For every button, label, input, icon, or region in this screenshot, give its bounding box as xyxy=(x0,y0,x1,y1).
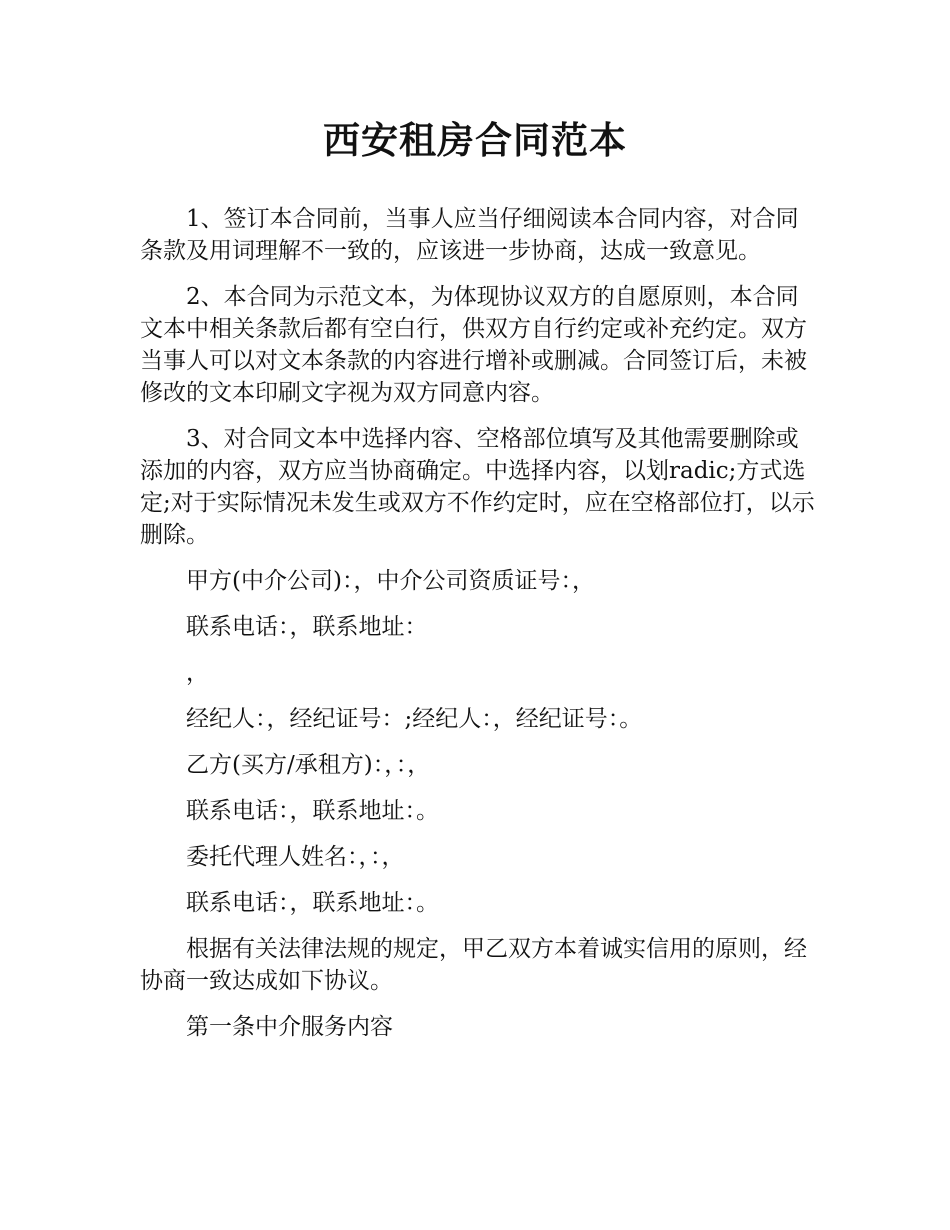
party-a-line: 甲方(中介公司)：，中介公司资质证号：， xyxy=(186,568,595,594)
article-1-heading: 第一条中介服务内容 xyxy=(186,1014,393,1040)
broker-line: 经纪人：，经纪证号：;经纪人：，经纪证号：。 xyxy=(186,706,643,732)
paragraph-notice-1: 1、签订本合同前，当事人应当仔细阅读本合同内容，对合同条款及用词理解不一致的，应该进一步协商，达成一致意见。 xyxy=(140,206,799,264)
agreement-preamble: 根据有关法律法规的规定，甲乙双方本着诚实信用的原则，经协商一致达成如下协议。 xyxy=(140,936,807,994)
document-body xyxy=(140,203,816,1057)
agent-name-line: 委托代理人姓名：，：， xyxy=(186,844,405,870)
party-a-contact-line: 联系电话：，联系地址： xyxy=(186,614,428,640)
party-b-contact-line: 联系电话：，联系地址：。 xyxy=(186,798,439,824)
party-a-blank-line: ， xyxy=(186,660,209,686)
document-title: 西安租房合同范本 xyxy=(323,119,627,162)
party-b-line: 乙方(买方/承租方)：，：， xyxy=(186,752,431,778)
agent-contact-line: 联系电话：，联系地址：。 xyxy=(186,890,439,916)
paragraph-notice-2: 2、本合同为示范文本，为体现协议双方的自愿原则，本合同文本中相关条款后都有空白行，供双方自行约定或补充约定。双方当事人可以对文本条款的内容进行增补或删减。合同签订后，未被修改的文本印刷文字视为双方同意内容。 xyxy=(140,284,807,406)
paragraph-notice-3: 3、对合同文本中选择内容、空格部位填写及其他需要删除或添加的内容，双方应当协商确定。中选择内容，以划radic;方式选定;对于实际情况未发生或双方不作约定时，应在空格部位打，以示删除。 xyxy=(140,426,815,548)
